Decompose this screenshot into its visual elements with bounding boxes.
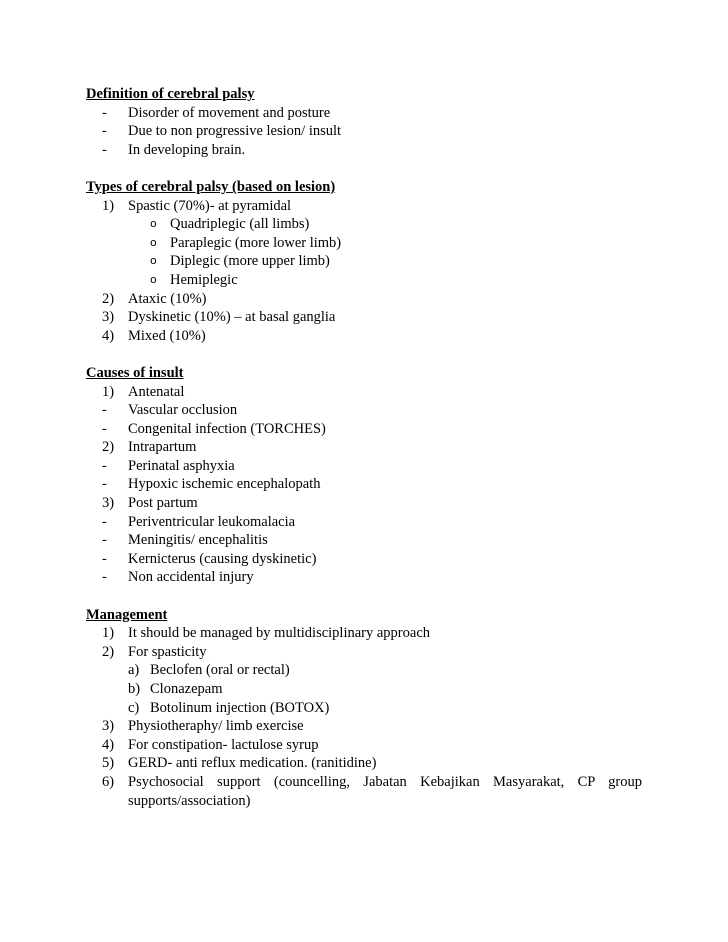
list-item: - Non accidental injury <box>102 569 254 586</box>
list-item: - Perinatal asphyxia <box>102 457 235 474</box>
sub-list-item: o Hemiplegic <box>150 271 238 288</box>
section-heading-causes: Causes of insult <box>86 364 184 381</box>
list-item: 5) GERD- anti reflux medication. (ranitidine) <box>102 755 377 772</box>
list-item: 4) Mixed (10%) <box>102 327 206 344</box>
section-heading-management: Management <box>86 606 168 623</box>
list-item: - Due to non progressive lesion/ insult <box>102 123 342 140</box>
list-item: 6) Psychosocial support (councelling, Jabatan Kebajikan Masyarakat, CP group <box>102 773 642 790</box>
sub-list-item: o Paraplegic (more lower limb) <box>150 234 342 251</box>
list-item: - Kernicterus (causing dyskinetic) <box>102 550 317 567</box>
list-item-text-line: Psychosocial support (councelling, Jabatan Kebajikan Masyarakat, CP group <box>128 773 642 790</box>
list-item: - Hypoxic ischemic encephalopath <box>102 476 321 493</box>
sub-list-item: o Quadriplegic (all limbs) <box>150 216 310 233</box>
list-item: 1) It should be managed by multidisciplinary approach <box>102 625 431 642</box>
list-item: - Disorder of movement and posture <box>102 104 331 121</box>
list-item: 2) Ataxic (10%) <box>102 290 207 307</box>
list-item: - Congenital infection (TORCHES) <box>102 420 326 437</box>
list-item: - Periventricular leukomalacia <box>102 513 296 530</box>
list-item: 4) For constipation- lactulose syrup <box>102 736 319 753</box>
sub-list-item: b) Clonazepam <box>128 681 223 697</box>
sub-list-item: a) Beclofen (oral or rectal) <box>128 662 290 679</box>
sub-list-item: o Diplegic (more upper limb) <box>150 253 330 270</box>
list-item: 3) Post partum <box>102 495 198 512</box>
list-item: 3) Physiotheraphy/ limb exercise <box>102 718 304 735</box>
list-item: - Vascular occlusion <box>102 402 238 419</box>
list-item: 3) Dyskinetic (10%) – at basal ganglia <box>102 309 336 326</box>
section-heading-definition: Definition of cerebral palsy <box>86 86 255 102</box>
list-item: 1) Spastic (70%)- at pyramidal <box>102 197 292 214</box>
list-item: 2) For spasticity <box>102 643 207 660</box>
list-item-continuation: supports/association) <box>128 792 251 809</box>
sub-list-item: c) Botolinum injection (BOTOX) <box>128 699 330 716</box>
section-heading-types: Types of cerebral palsy (based on lesion) <box>86 178 336 195</box>
list-item: 2) Intrapartum <box>102 439 197 456</box>
list-item: 1) Antenatal <box>102 383 185 400</box>
list-item: - Meningitis/ encephalitis <box>102 532 268 549</box>
list-item: - In developing brain. <box>102 141 246 158</box>
